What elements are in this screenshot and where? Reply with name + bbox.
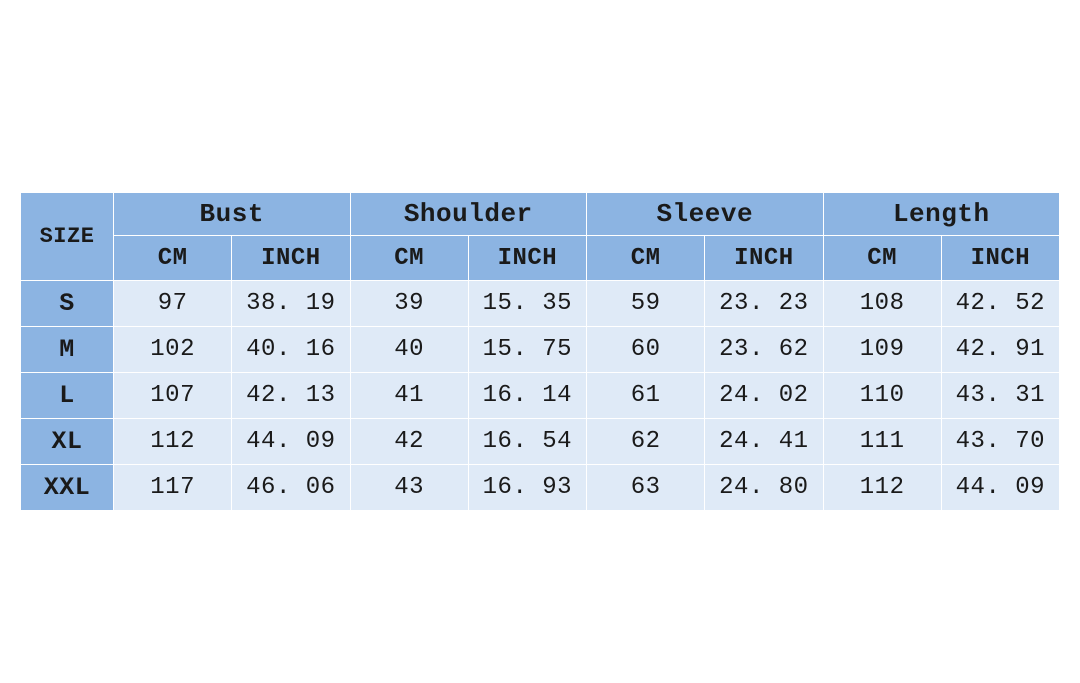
cell-sleeve-cm: 59 [587,281,705,327]
unit-header-length-inch: INCH [941,236,1059,281]
cell-shoulder-cm: 39 [350,281,468,327]
cell-bust-inch: 42. 13 [232,373,350,419]
cell-length-cm: 108 [823,281,941,327]
cell-shoulder-inch: 16. 93 [468,465,586,511]
cell-sleeve-cm: 60 [587,327,705,373]
unit-header-sleeve-cm: CM [587,236,705,281]
cell-shoulder-cm: 43 [350,465,468,511]
cell-length-cm: 109 [823,327,941,373]
unit-header-shoulder-cm: CM [350,236,468,281]
table-row [21,465,1060,511]
cell-sleeve-inch: 24. 02 [705,373,823,419]
cell-sleeve-cm: 62 [587,419,705,465]
cell-length-cm: 110 [823,373,941,419]
cell-sleeve-inch: 23. 62 [705,327,823,373]
measurement-header-length: Length [823,193,1060,236]
table-row [21,373,1060,419]
cell-length-inch: 42. 52 [941,281,1059,327]
cell-bust-inch: 46. 06 [232,465,350,511]
size-chart-container [20,192,1060,511]
measurement-header-shoulder: Shoulder [350,193,587,236]
row-size-label: L [21,373,114,419]
cell-length-inch: 42. 91 [941,327,1059,373]
cell-length-inch: 43. 31 [941,373,1059,419]
cell-sleeve-inch: 24. 80 [705,465,823,511]
table-row [21,327,1060,373]
cell-length-cm: 111 [823,419,941,465]
cell-shoulder-cm: 40 [350,327,468,373]
cell-bust-cm: 97 [114,281,232,327]
table-header-group-row [21,193,1060,236]
cell-shoulder-cm: 41 [350,373,468,419]
table-header-unit-row [21,236,1060,281]
cell-sleeve-cm: 63 [587,465,705,511]
cell-shoulder-inch: 15. 35 [468,281,586,327]
measurement-header-sleeve: Sleeve [587,193,824,236]
row-size-label: S [21,281,114,327]
cell-bust-cm: 102 [114,327,232,373]
unit-header-bust-cm: CM [114,236,232,281]
unit-header-bust-inch: INCH [232,236,350,281]
cell-length-inch: 44. 09 [941,465,1059,511]
cell-bust-inch: 40. 16 [232,327,350,373]
cell-bust-cm: 107 [114,373,232,419]
row-size-label: XL [21,419,114,465]
cell-sleeve-inch: 24. 41 [705,419,823,465]
table-row [21,419,1060,465]
cell-shoulder-inch: 16. 54 [468,419,586,465]
cell-bust-inch: 38. 19 [232,281,350,327]
row-size-label: M [21,327,114,373]
cell-bust-cm: 112 [114,419,232,465]
table-row [21,281,1060,327]
unit-header-length-cm: CM [823,236,941,281]
cell-shoulder-inch: 15. 75 [468,327,586,373]
cell-shoulder-cm: 42 [350,419,468,465]
cell-bust-cm: 117 [114,465,232,511]
row-size-label: XXL [21,465,114,511]
size-column-header: SIZE [21,193,114,281]
unit-header-shoulder-inch: INCH [468,236,586,281]
cell-bust-inch: 44. 09 [232,419,350,465]
unit-header-sleeve-inch: INCH [705,236,823,281]
cell-sleeve-cm: 61 [587,373,705,419]
cell-length-cm: 112 [823,465,941,511]
cell-sleeve-inch: 23. 23 [705,281,823,327]
cell-shoulder-inch: 16. 14 [468,373,586,419]
measurement-header-bust: Bust [114,193,351,236]
cell-length-inch: 43. 70 [941,419,1059,465]
size-chart-table [20,192,1060,511]
